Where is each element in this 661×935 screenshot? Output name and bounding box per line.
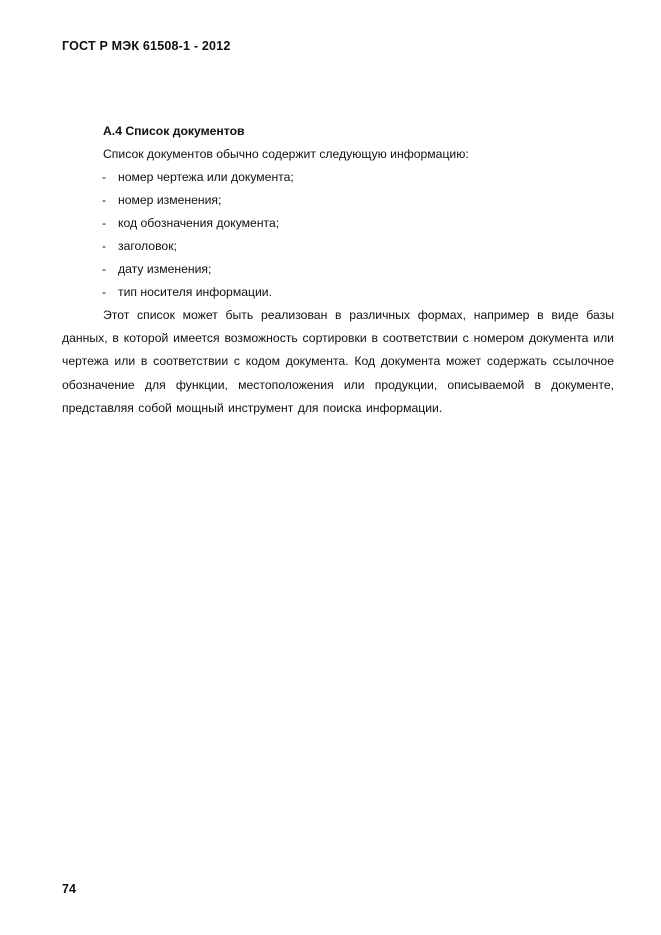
list-item [62, 281, 614, 304]
section-a4 [62, 120, 614, 420]
list-bullet: - [102, 193, 107, 207]
list-item [62, 189, 614, 212]
list-item [62, 212, 614, 235]
list-item-text: код обозначения документа; [118, 216, 280, 230]
list-bullet: - [102, 239, 107, 253]
list-item-text: заголовок; [118, 239, 177, 253]
list-item-text: дату изменения; [118, 262, 212, 276]
section-title: А.4 Список документов [103, 124, 245, 138]
list-item-text: тип носителя информации. [118, 285, 272, 299]
section-intro: Список документов обычно содержит следующую информацию: [103, 147, 469, 161]
list-bullet: - [102, 285, 107, 299]
list-bullet: - [102, 170, 107, 184]
list-item [62, 166, 614, 189]
list-bullet: - [102, 216, 107, 230]
list-item [62, 235, 614, 258]
list-item-text: номер чертежа или документа; [118, 170, 294, 184]
list-bullet: - [102, 262, 107, 276]
list-item-text: номер изменения; [118, 193, 222, 207]
list-item [62, 258, 614, 281]
body-paragraph: Этот список может быть реализован в различных формах, например в виде базы данных, в которой имеется возможность сортировки в соответствии с номером документа или чертежа или в соответствии с кодом документа. Код документа может содержать ссылочное обозначение для функции, местоположения или продукции, описываемой в документе, представляя собой мощный инструмент для поиска информации. [62, 308, 614, 415]
document-info-list [62, 166, 614, 304]
running-header: ГОСТ Р МЭК 61508-1 - 2012 [62, 39, 231, 53]
page-number: 74 [62, 882, 76, 896]
